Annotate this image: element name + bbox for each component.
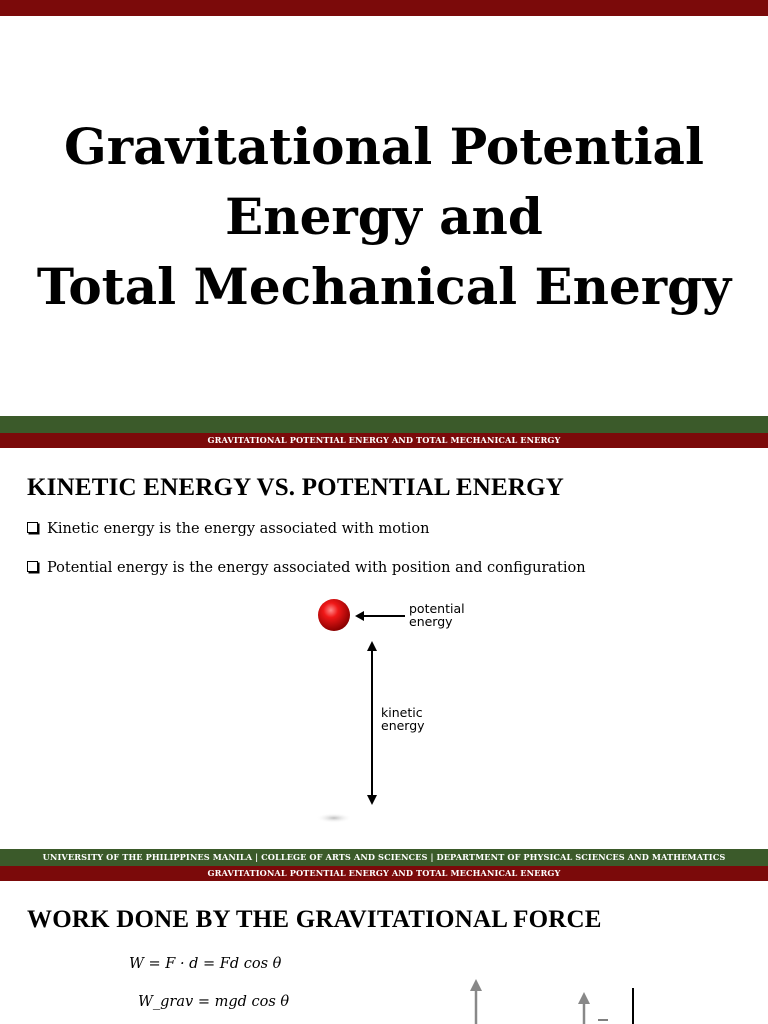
title-line-1: Gravitational Potential [64,117,704,176]
slide-title [0,112,768,322]
energy-figure [0,585,768,845]
work-equation-text: W = F · d = Fd cos θ [129,956,282,972]
up-arrowhead-2-icon [578,992,590,1004]
checkbox-bullet-icon [27,522,38,533]
title-line-3: Total Mechanical Energy [36,257,732,316]
up-arrowhead-1-icon [470,979,482,991]
kinetic-arrowhead-down-icon [367,795,377,805]
title-line-2: Energy and [225,187,543,246]
ball-icon [318,599,350,631]
work-equation [129,956,281,972]
potential-arrowhead-icon [355,611,364,621]
bullet-text: Kinetic energy is the energy associated with motion [47,521,430,537]
bullet-text: Potential energy is the energy associated with position and configuration [47,560,586,576]
kinetic-label-2: energy [381,718,425,733]
bullet-potential [27,560,586,576]
kinetic-label-1: kinetic [381,705,423,720]
work-figure [0,974,768,1024]
slide2-heading: KINETIC ENERGY VS. POTENTIAL ENERGY [27,474,564,501]
kinetic-arrowhead-up-icon [367,641,377,651]
slide2-footer-text: UNIVERSITY OF THE PHILIPPINES MANILA | COLLEGE OF ARTS AND SCIENCES | DEPARTMENT OF PHYSICAL SCIENCES AND MATHEMATICS [42,852,726,862]
bullet-kinetic [27,521,429,537]
gravity-work-equation-text: W_grav = mgd cos θ [138,994,290,1010]
potential-label-1: potential [409,601,465,616]
divider-green-bar [0,416,768,433]
slide3-heading: WORK DONE BY THE GRAVITATIONAL FORCE [27,906,602,933]
ball-shadow [316,813,352,823]
checkbox-bullet-icon [27,561,38,572]
slide3-header-text: GRAVITATIONAL POTENTIAL ENERGY AND TOTAL MECHANICAL ENERGY [207,868,561,878]
slide2-header-text: GRAVITATIONAL POTENTIAL ENERGY AND TOTAL MECHANICAL ENERGY [207,435,561,445]
potential-label-2: energy [409,614,453,629]
top-maroon-bar [0,0,768,16]
